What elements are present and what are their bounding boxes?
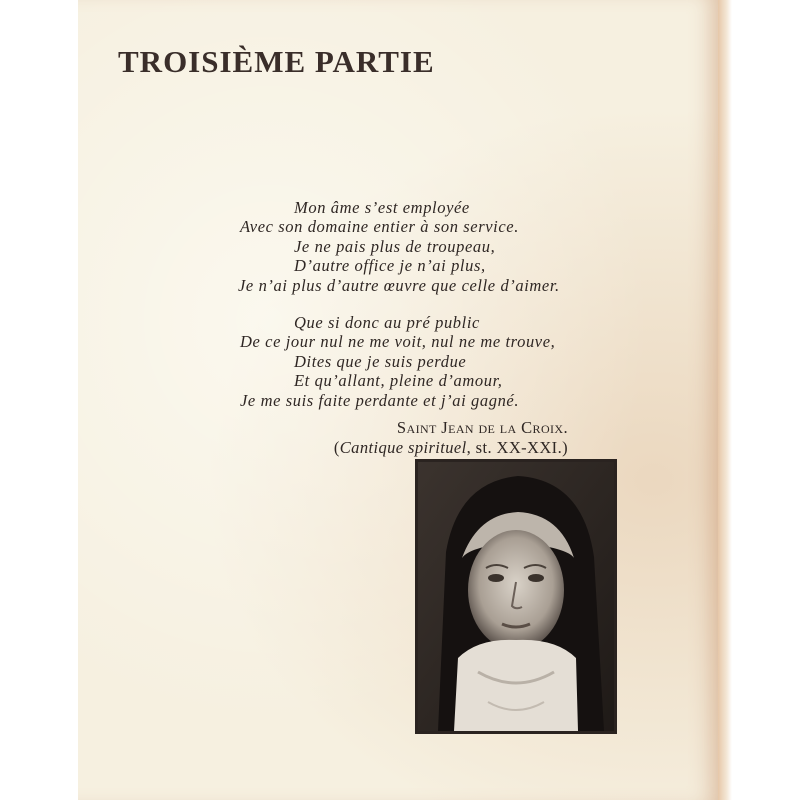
poem-line: Que si donc au pré public [294, 313, 480, 333]
poem-line: D’autre office je n’ai plus, [294, 256, 486, 276]
poem-line: Et qu’allant, pleine d’amour, [294, 371, 503, 391]
part-title: TROISIÈME PARTIE [118, 44, 435, 79]
attribution-author: Saint Jean de la Croix. [396, 418, 568, 437]
poem-stanza-1 [238, 198, 618, 295]
poem-line: Je ne pais plus de troupeau, [294, 236, 496, 256]
source-title: Cantique spirituel [339, 438, 467, 457]
portrait-image [418, 462, 614, 731]
poem-line: Mon âme s’est employée [294, 198, 470, 217]
poem-line: Avec son domaine entier à son service. [240, 217, 519, 237]
poem-line: Je n’ai plus d’autre œuvre que celle d’aimer. [238, 275, 560, 295]
poem-line: Je me suis faite perdante et j’ai gagné. [240, 390, 520, 410]
attribution-source [334, 438, 568, 458]
poem-attribution [334, 418, 568, 458]
source-paren-open: ( [333, 438, 340, 457]
portrait-photo [415, 459, 617, 734]
poem-line: Dites que je suis perdue [294, 351, 467, 371]
poem-stanza-2 [238, 313, 618, 410]
poem-line: De ce jour nul ne me voit, nul ne me trouve, [240, 332, 556, 352]
page-edge [718, 0, 732, 800]
source-rest: , st. XX-XXI.) [466, 438, 568, 457]
poem-epigraph [238, 198, 618, 428]
